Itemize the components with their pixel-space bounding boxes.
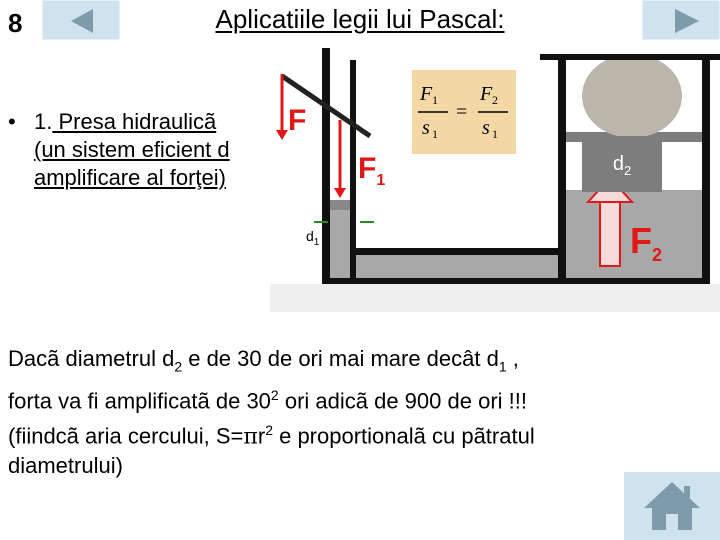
bullet-line-3: amplificare al forţei): [34, 165, 226, 190]
triangle-right-icon: [643, 1, 720, 41]
explanation-p2-sub: 1: [498, 358, 507, 375]
formula-lhs-num: F: [420, 83, 433, 105]
d2-sub: 2: [623, 163, 632, 178]
explanation-text: [8, 344, 708, 480]
slide-title: Aplicatiile legii lui Pascal:: [215, 4, 505, 34]
explanation-p2: e de 30 de ori mai mare decât d: [182, 346, 499, 371]
next-slide-button[interactable]: [642, 0, 720, 40]
formula-lhs-den: s: [422, 117, 430, 139]
slide-number: 8: [8, 8, 23, 38]
right-cylinder-wall-left: [558, 58, 566, 278]
formula-rhs-den-sub: 1: [492, 127, 498, 141]
d2-letter: d: [612, 153, 624, 175]
channel-top-wall: [356, 248, 558, 255]
force-top-label: F: [288, 104, 307, 137]
explanation-p1: Dacã diametrul d: [8, 346, 175, 371]
bullet-line-2: (un sistem eficient d: [34, 137, 230, 162]
press-top-plate: [540, 54, 720, 60]
home-icon: [624, 472, 720, 540]
floor: [270, 284, 720, 312]
d2-label: [582, 136, 662, 192]
formula-rhs-num-sub: 2: [492, 93, 498, 107]
fluid-left: [330, 208, 350, 278]
previous-slide-button[interactable]: [42, 0, 120, 40]
explanation-p8: diametrului): [8, 453, 123, 479]
explanation-pi: π: [243, 424, 258, 450]
force-2-sub: 2: [652, 245, 663, 266]
explanation-p6-sup: 2: [265, 421, 273, 438]
d1-letter: d: [306, 228, 314, 244]
explanation-p1-sub: 2: [174, 358, 183, 375]
bullet-text-1: Presa hidraulicã: [52, 109, 217, 134]
bullet-number: 1.: [34, 109, 53, 134]
bullet-line-1: [34, 108, 216, 136]
fluid-channel: [356, 255, 558, 278]
force-2-label: [630, 220, 662, 266]
formula-lhs-num-sub: 1: [432, 93, 438, 107]
explanation-p3: ,: [506, 346, 519, 371]
right-cylinder-wall-right: [702, 58, 710, 278]
formula-rhs-num: F: [480, 83, 493, 105]
force-2-letter: F: [630, 220, 652, 261]
explanation-r: r: [257, 423, 266, 449]
stone-weight: [582, 54, 682, 138]
formula-equals: =: [456, 101, 468, 123]
explanation-p5: ori adicã de 900 de ori !!!: [278, 388, 527, 414]
explanation-p4-sup: 2: [270, 387, 279, 404]
force-1-arrowhead: [334, 188, 346, 198]
formula-lhs-den-sub: 1: [432, 127, 438, 141]
explanation-p6: (fiindcã aria cercului, S=: [8, 423, 244, 449]
formula-rhs-den: s: [482, 117, 490, 139]
force-top-arrowhead: [276, 130, 288, 140]
d1-label: [306, 228, 319, 248]
force-1-sub: 1: [376, 172, 386, 189]
explanation-p7: e proportionalã cu pãtratul: [272, 423, 535, 449]
force-1-letter: F: [358, 152, 377, 185]
d1-sub: 1: [313, 236, 320, 248]
left-cylinder-wall-inner: [350, 60, 356, 278]
small-piston: [330, 200, 350, 210]
pascal-formula: [412, 70, 516, 154]
home-button[interactable]: [624, 472, 720, 540]
explanation-p4: forta va fi amplificatã de 30: [8, 388, 271, 414]
vessel-bottom: [322, 278, 710, 284]
force-2-arrow: [600, 200, 620, 266]
left-cylinder-wall-outer: [322, 48, 330, 278]
bullet-marker: •: [8, 109, 16, 134]
force-1-label: [358, 152, 385, 190]
triangle-left-icon: [43, 1, 121, 41]
